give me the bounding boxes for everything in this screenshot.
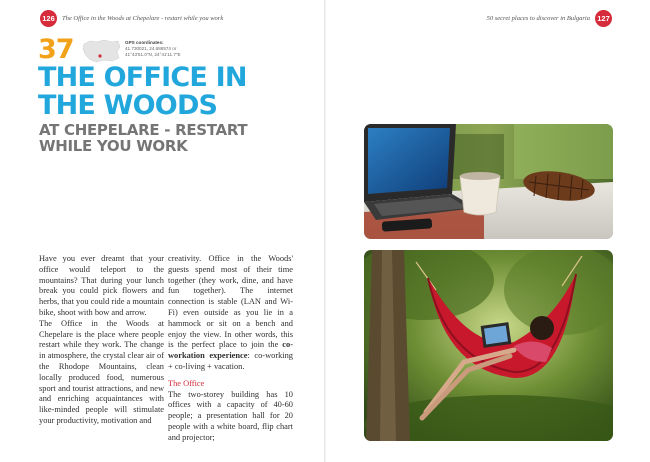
gps-coordinates — [125, 40, 181, 58]
right-page-number: 127 — [595, 10, 612, 27]
entry-number: 37 — [38, 34, 74, 65]
bulgaria-map-icon — [82, 38, 122, 64]
coworkation-term: co-workation experience — [168, 340, 293, 361]
book-spine — [324, 0, 326, 462]
paragraph-office: The two-storey building has 10 offices with a capacity of 40-60 people; a presentation hall for 20 people with a white board, flip chart and projector; — [168, 389, 293, 442]
subtitle-line-1: AT CHEPELARE - RESTART — [39, 121, 248, 139]
article-title — [38, 64, 298, 120]
section-heading-office: The Office — [168, 378, 205, 388]
paragraph-coworkation — [168, 254, 293, 373]
subtitle-line-2: WHILE YOU WORK — [39, 137, 188, 155]
gps-decimal: 41.730021, 24.686574 or — [125, 45, 177, 51]
hammock-illustration — [364, 250, 613, 441]
paragraph-intro: Have you ever dreamt that your office would teleport to the mountains? That during your lunch break you could pick flowers and herbs, that you could ride a mountain bike, shoot with bow and arrow. — [39, 254, 164, 317]
title-line-1: THE OFFICE IN — [38, 62, 247, 93]
left-page-number: 126 — [40, 10, 57, 27]
body-column-2 — [168, 254, 293, 444]
gps-label: GPS coordinates: — [125, 40, 164, 45]
photo-hammock-laptop — [364, 250, 613, 441]
right-running-header — [487, 10, 612, 26]
left-running-title: The Office in the Woods at Chepelare - restart while you work — [62, 14, 224, 22]
right-running-title: 50 secret places to discover in Bulgaria — [486, 14, 590, 22]
article-subtitle — [39, 122, 279, 154]
photo-laptop-table — [364, 124, 613, 239]
gps-dms: 41°43'51.0"N, 24°41'11.7"E — [125, 51, 181, 57]
body-column-1 — [39, 254, 164, 427]
laptop-table-illustration — [364, 124, 613, 239]
paragraph-coworkation-b: : co-working + co-living + vacation. — [168, 351, 293, 371]
title-line-2: THE WOODS — [38, 90, 218, 121]
left-running-header — [40, 10, 223, 26]
paragraph-description: The Office in the Woods at Chepelare is the place where people restart while they work. The change in atmosphere, the crystal clear air of the Rhodope Mountains, clean locally produced food, numerous sport and tourist attractions, and new and enriching acquaintances with like-minded people will stimulate your productivity, motivation and — [39, 318, 164, 425]
paragraph-coworkation-a: creativity. Office in the Woods' guests spend most of their time together (they work, dine, and have fun together). The internet connection is stable (LAN and Wi-Fi) even outside as you lie in a hammock or sit on a bench and enjoy the view. In other words, this is the perfect place to join the — [168, 254, 293, 350]
